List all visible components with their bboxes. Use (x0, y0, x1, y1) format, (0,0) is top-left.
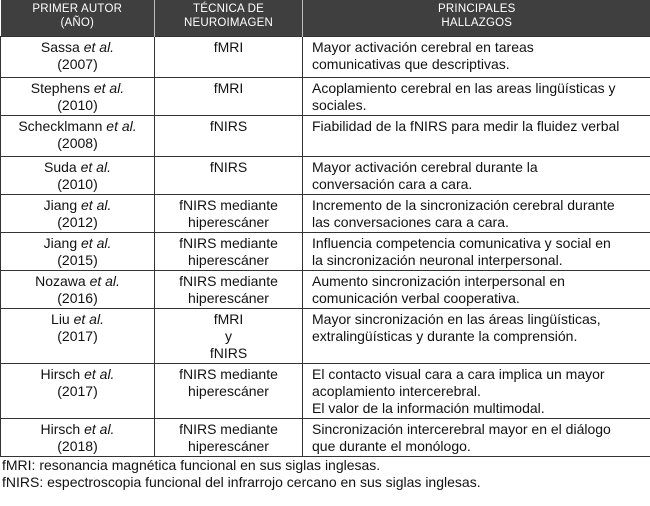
table-row (1, 271, 650, 309)
author-cell: Jiang et al. (2015) (1, 233, 155, 271)
header-row (1, 0, 650, 37)
table-row (1, 195, 650, 233)
table-row (1, 364, 650, 419)
header-technique: TÉCNICA DE NEUROIMAGEN (155, 0, 303, 37)
author-cell: Suda et al. (2010) (1, 157, 155, 195)
findings-cell: Influencia competencia comunicativa y social en la sincronización neuronal interpersonal. (303, 233, 650, 271)
footnotes (0, 457, 650, 491)
findings-cell: Fiabilidad de la fNIRS para medir la fluidez verbal (303, 116, 650, 157)
header-author: PRIMER AUTOR (AÑO) (1, 0, 155, 37)
header-findings: PRINCIPALES HALLAZGOS (303, 0, 650, 37)
technique-cell: fMRI y fNIRS (155, 309, 303, 364)
findings-cell: Mayor activación cerebral durante la conversación cara a cara. (303, 157, 650, 195)
footnote-fnirs: fNIRS: espectroscopia funcional del infrarrojo cercano en sus siglas inglesas. (2, 474, 481, 490)
findings-cell: Incremento de la sincronización cerebral durante las conversaciones cara a cara. (303, 195, 650, 233)
author-cell: Schecklmann et al. (2008) (1, 116, 155, 157)
author-cell: Stephens et al. (2010) (1, 78, 155, 116)
technique-cell: fMRI (155, 37, 303, 78)
author-cell: Nozawa et al. (2016) (1, 271, 155, 309)
findings-cell: Aumento sincronización interpersonal en comunicación verbal cooperativa. (303, 271, 650, 309)
findings-cell: Sincronización intercerebral mayor en el diálogo que durante el monólogo. (303, 419, 650, 457)
author-cell: Liu et al. (2017) (1, 309, 155, 364)
table-row (1, 37, 650, 78)
technique-cell: fNIRS mediante hiperescáner (155, 419, 303, 457)
footnote-fmri: fMRI: resonancia magnética funcional en sus siglas inglesas. (2, 457, 381, 473)
table-row (1, 78, 650, 116)
technique-cell: fNIRS (155, 157, 303, 195)
author-cell: Hirsch et al. (2017) (1, 364, 155, 419)
table-row (1, 116, 650, 157)
technique-cell: fNIRS mediante hiperescáner (155, 195, 303, 233)
technique-cell: fNIRS (155, 116, 303, 157)
technique-cell: fNIRS mediante hiperescáner (155, 364, 303, 419)
author-cell: Jiang et al. (2012) (1, 195, 155, 233)
technique-cell: fNIRS mediante hiperescáner (155, 271, 303, 309)
technique-cell: fMRI (155, 78, 303, 116)
table-row (1, 309, 650, 364)
findings-cell: Acoplamiento cerebral en las areas lingüísticas y sociales. (303, 78, 650, 116)
table-row (1, 157, 650, 195)
findings-cell: Mayor sincronización en las áreas lingüísticas, extralingüísticas y durante la comprensión. (303, 309, 650, 364)
author-cell: Sassa et al. (2007) (1, 37, 155, 78)
findings-cell: Mayor activación cerebral en tareas comunicativas que descriptivas. (303, 37, 650, 78)
findings-cell: El contacto visual cara a cara implica un mayor acoplamiento intercerebral. El valor de la información multimodal. (303, 364, 650, 419)
table-row (1, 419, 650, 457)
technique-cell: fNIRS mediante hiperescáner (155, 233, 303, 271)
author-cell: Hirsch et al. (2018) (1, 419, 155, 457)
table-row (1, 233, 650, 271)
